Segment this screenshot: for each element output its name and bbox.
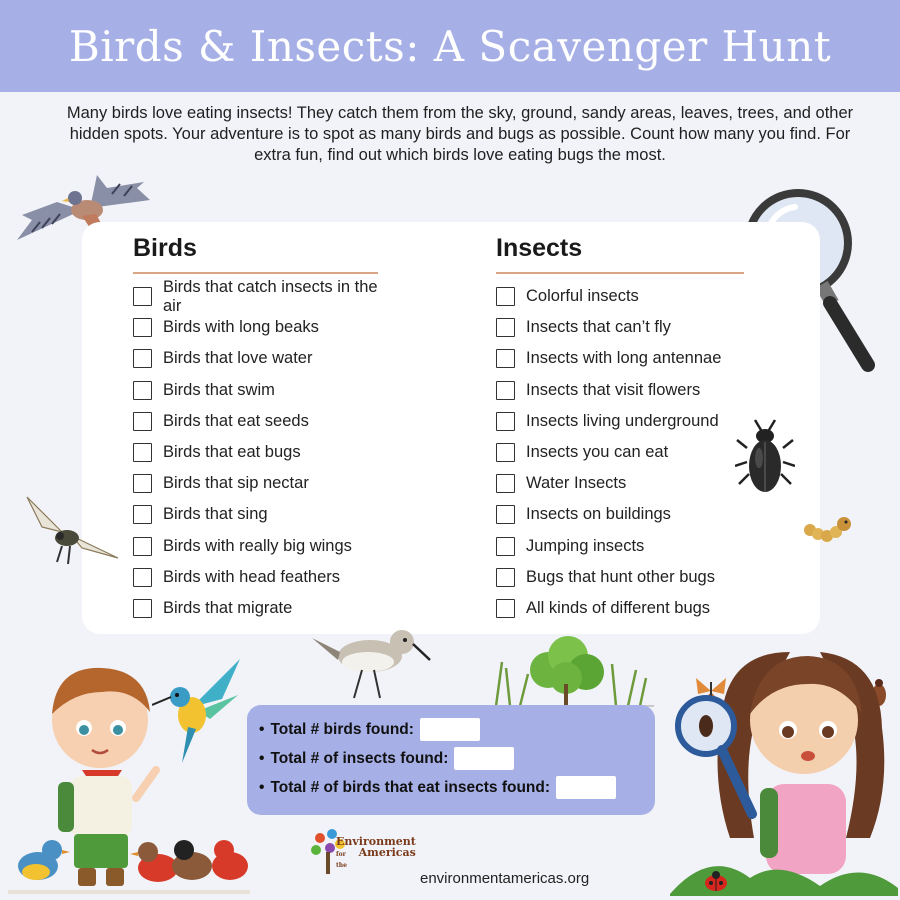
bullet: • [259,720,265,738]
checkbox[interactable] [496,443,515,462]
list-item-label: Birds with head feathers [163,567,341,586]
website-url[interactable]: environmentamericas.org [420,870,590,887]
title-banner [0,0,900,92]
bug-eaters-found-field[interactable] [556,776,616,799]
totals-label: Total # of birds that eat insects found: [270,778,551,796]
list-item[interactable] [133,375,378,406]
birds-found-field[interactable] [420,718,480,741]
list-item-label: Insects on buildings [526,505,671,524]
girl-explorer-icon [670,638,898,896]
checkbox[interactable] [133,474,152,493]
list-item[interactable] [496,531,744,562]
list-item-label: Birds that eat bugs [163,443,301,462]
checkbox[interactable] [496,349,515,368]
list-item-label: Birds that love water [163,349,313,368]
totals-label: Total # of insects found: [270,749,449,767]
totals-row-insects [259,744,655,773]
list-item-label: Birds that migrate [163,598,293,617]
checkbox[interactable] [133,505,152,524]
checkbox[interactable] [133,349,152,368]
caterpillar-icon [802,508,854,548]
list-item-label: Insects that visit flowers [526,380,701,399]
list-item[interactable] [133,277,378,315]
page-title: Birds & Insects: A Scavenger Hunt [68,21,832,71]
list-item[interactable] [496,562,744,593]
list-item[interactable] [496,468,744,499]
songbirds-icon [8,826,250,896]
checkbox[interactable] [496,287,515,306]
checkbox[interactable] [496,599,515,618]
checkbox[interactable] [496,505,515,524]
birds-list [133,277,378,624]
list-item[interactable] [133,562,378,593]
list-item[interactable] [496,375,744,406]
intro-text: Many birds love eating insects! They catch them from the sky, ground, sandy areas, leaves, trees, and other hidden spots. Your adventure is to spot as many birds and bugs as possible. Count how many you find. For extra fun, find out which birds love eating bugs the most. [66,104,854,164]
logo-text [336,836,416,871]
checkbox[interactable] [496,381,515,400]
list-item-label: All kinds of different bugs [526,598,711,617]
checkbox[interactable] [496,568,515,587]
list-item-label: Birds that sip nectar [163,474,309,493]
list-item[interactable] [496,343,744,374]
list-item-label: Birds with long beaks [163,318,319,337]
list-item-label: Insects with long antennae [526,349,722,368]
checkbox[interactable] [133,318,152,337]
totals-box [247,705,655,815]
insects-list [496,281,744,624]
checkbox[interactable] [496,412,515,431]
checkbox[interactable] [496,474,515,493]
ladybug-icon [703,870,729,892]
list-item[interactable] [133,468,378,499]
totals-label: Total # birds found: [270,720,414,738]
environment-americas-logo [308,826,416,890]
list-item[interactable] [133,593,378,624]
list-item-label: Insects that can’t fly [526,318,671,337]
list-item[interactable] [133,437,378,468]
insects-found-field[interactable] [454,747,514,770]
bullet: • [259,778,265,796]
list-item[interactable] [496,281,744,312]
logo-line1: Environment [336,835,416,848]
list-item-label: Birds that catch insects in the air [163,277,378,315]
list-item[interactable] [133,531,378,562]
totals-row-birds [259,715,655,744]
birds-column [133,234,378,624]
list-item-label: Insects living underground [526,411,719,430]
checkbox[interactable] [133,412,152,431]
list-item[interactable] [496,406,744,437]
list-item-label: Birds with really big wings [163,536,352,555]
bush-icon [486,634,654,708]
checkbox[interactable] [133,443,152,462]
list-item-label: Colorful insects [526,287,639,306]
birds-heading: Birds [133,234,378,274]
logo-line3: Americas [358,846,416,859]
list-item[interactable] [133,406,378,437]
list-item-label: Bugs that hunt other bugs [526,567,715,586]
totals-row-bug-eaters [259,773,655,802]
sandpiper-icon [310,622,432,702]
checkbox[interactable] [133,568,152,587]
checkbox[interactable] [133,599,152,618]
list-item[interactable] [496,499,744,530]
list-item[interactable] [496,437,744,468]
list-item-label: Water Insects [526,474,627,493]
list-item-label: Jumping insects [526,536,645,555]
list-item-label: Birds that eat seeds [163,411,309,430]
logo-line2: for the [336,851,347,869]
list-item-label: Birds that sing [163,505,268,524]
checkbox[interactable] [133,381,152,400]
list-item[interactable] [133,499,378,530]
list-item[interactable] [133,343,378,374]
checkbox[interactable] [133,537,152,556]
checkbox[interactable] [496,537,515,556]
list-item[interactable] [133,312,378,343]
bullet: • [259,749,265,767]
list-item-label: Insects you can eat [526,443,669,462]
beetle-icon [735,418,795,498]
list-item[interactable] [496,593,744,624]
insects-heading: Insects [496,234,744,274]
checkbox[interactable] [496,318,515,337]
cicada-icon [22,492,122,574]
insects-column [496,234,744,624]
list-item[interactable] [496,312,744,343]
list-item-label: Birds that swim [163,380,275,399]
checkbox[interactable] [133,287,152,306]
